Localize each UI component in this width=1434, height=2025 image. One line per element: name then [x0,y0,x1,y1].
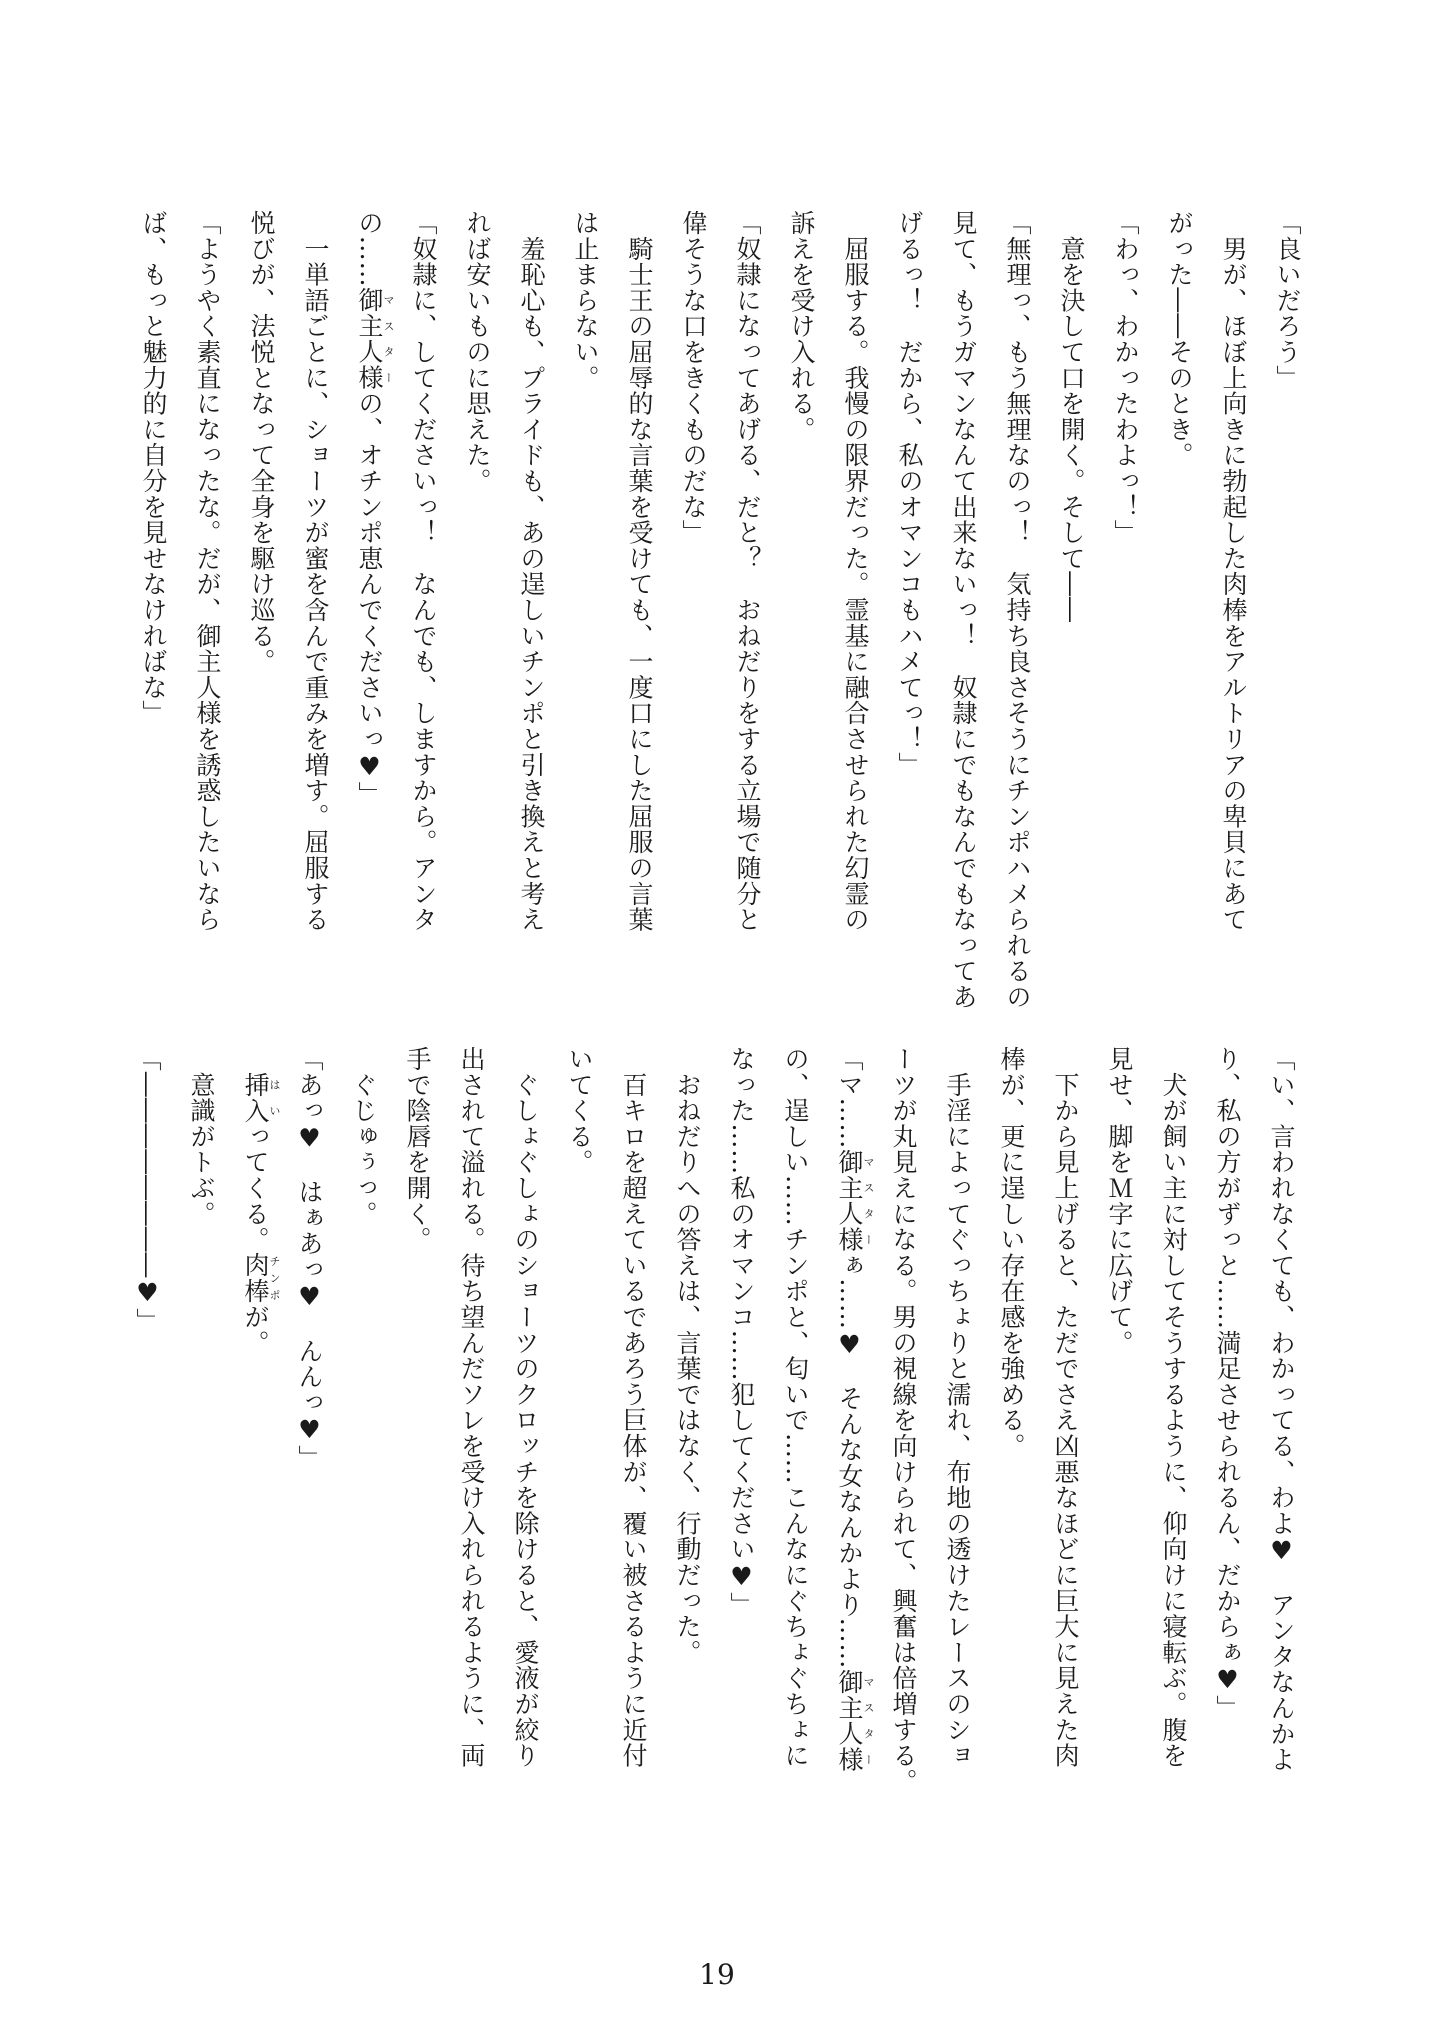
ruby-annotated-word: 御主人様マスター [355,287,395,391]
text-line: 「無理っ、もう無理なのっ！ 気持ち良さそうにチンポハメられるの [1003,210,1032,1010]
text-line: がった――そのとき。 [1165,210,1194,468]
ruby-reading: マスター [862,1149,875,1253]
text-line: 「良いだろう」 [1273,210,1302,391]
text-line: 百キロを超えているであろう巨体が、覆い被さるように近付 [619,1046,648,1769]
text-line: 出されて溢れる。待ち望んだソレを受け入れられるように、両 [457,1046,486,1769]
ruby-annotated-word: 御主人様マスター [835,1149,875,1253]
text-line: 騎士王の屈辱的な言葉を受けても、一度口にした屈服の言葉 [625,210,654,933]
text-line: 手で陰唇を開く。 [403,1046,432,1253]
bottom-text-block [120,1046,1308,1876]
text-line: 見せ、脚をＭ字に広げて。 [1105,1046,1134,1356]
text-line: 「奴隷に、してくださいっ！ なんでも、しますから。アンタ [409,210,438,933]
text-line: れば安いものに思えた。 [463,210,492,494]
ruby-annotated-word: 挿入はい [241,1071,281,1124]
text-line: の……御主人様マスターの、オチンポ恵んでくださいっ♥」 [355,210,395,808]
text-line: 犬が飼い主に対してそうするように、仰向けに寝転ぶ。腹を [1159,1046,1188,1769]
ruby-reading: マスター [382,287,395,391]
text-line: 「あっ♥ はぁあっ♥ んんっ♥」 [295,1046,324,1471]
top-text-block [126,210,1314,1020]
text-line: 「――――――――♥」 [133,1046,162,1334]
text-line: 意を決して口を開く。そして―― [1057,210,1086,623]
text-line: 意識がトぶ。 [187,1046,216,1227]
text-line: 偉そうな口をきくものだな」 [679,210,708,546]
text-line: ーツが丸見えになる。男の視線を向けられて、興奮は倍増する。 [889,1046,918,1795]
text-line: 見て、もうガマンなんて出来ないっ！ 奴隷にでもなんでもなってあ [949,210,978,1010]
text-line: いてくる。 [565,1046,594,1175]
ruby-reading: チンポ [268,1252,281,1305]
text-line: 「奴隷になってあげる、だと？ おねだりをする立場で随分と [733,210,762,933]
text-line: 羞恥心も、プライドも、あの逞しいチンポと引き換えと考え [517,210,546,933]
text-line: 一単語ごとに、ショーツが蜜を含んで重みを増す。屈服する [301,210,330,933]
text-line: ば、もっと魅力的に自分を見せなければな」 [139,210,168,726]
text-line: 「い、言われなくても、わかってる、わよ♥ アンタなんかよ [1267,1046,1296,1773]
text-line: の、逞しい……チンポと、匂いで……こんなにぐちょぐちょに [781,1046,810,1769]
text-line: 訴えを受け入れる。 [787,210,816,443]
text-line: 下から見上げると、ただでさえ凶悪なほどに巨大に見えた肉 [1051,1046,1080,1769]
text-line: 「マ……御主人様マスターぁ……♥ そんな女なんかより……御主人様マスター [835,1046,875,1773]
ruby-annotated-word: 肉棒チンポ [241,1252,281,1305]
text-line: ぐじゅぅっ。 [349,1046,378,1227]
text-line: げるっ！ だから、私のオマンコもハメてっ！」 [895,210,924,778]
text-line: 挿入はいってくる。肉棒チンポが。 [241,1071,281,1356]
text-line: ぐしょぐしょのショーツのクロッチを除けると、愛液が絞り [511,1046,540,1769]
ruby-reading: マスター [862,1669,875,1773]
ruby-reading: はい [268,1071,281,1124]
text-line: 屈服する。我慢の限界だった。霊基に融合させられた幻霊の [841,210,870,933]
page-number: 19 [699,1958,735,1991]
text-line: は止まらない。 [571,210,600,391]
text-line: 手淫によってぐっちょりと濡れ、布地の透けたレースのショ [943,1046,972,1769]
text-line: 男が、ほぼ上向きに勃起した肉棒をアルトリアの卑貝にあて [1219,210,1248,933]
text-line: 悦びが、法悦となって全身を駆け巡る。 [247,210,276,675]
text-line: 「わっ、わかったわよっ！」 [1111,210,1140,546]
text-line: 「ようやく素直になったな。だが、御主人様を誘惑したいなら [193,210,222,933]
text-line: おねだりへの答えは、言葉ではなく、行動だった。 [673,1046,702,1666]
text-line: り、私の方がずっと……満足させられるん、だからぁ♥」 [1213,1046,1242,1721]
ruby-annotated-word: 御主人様マスター [835,1669,875,1773]
text-line: なった……私のオマンコ……犯してください♥」 [727,1046,756,1618]
text-line: 棒が、更に逞しい存在感を強める。 [997,1046,1026,1459]
